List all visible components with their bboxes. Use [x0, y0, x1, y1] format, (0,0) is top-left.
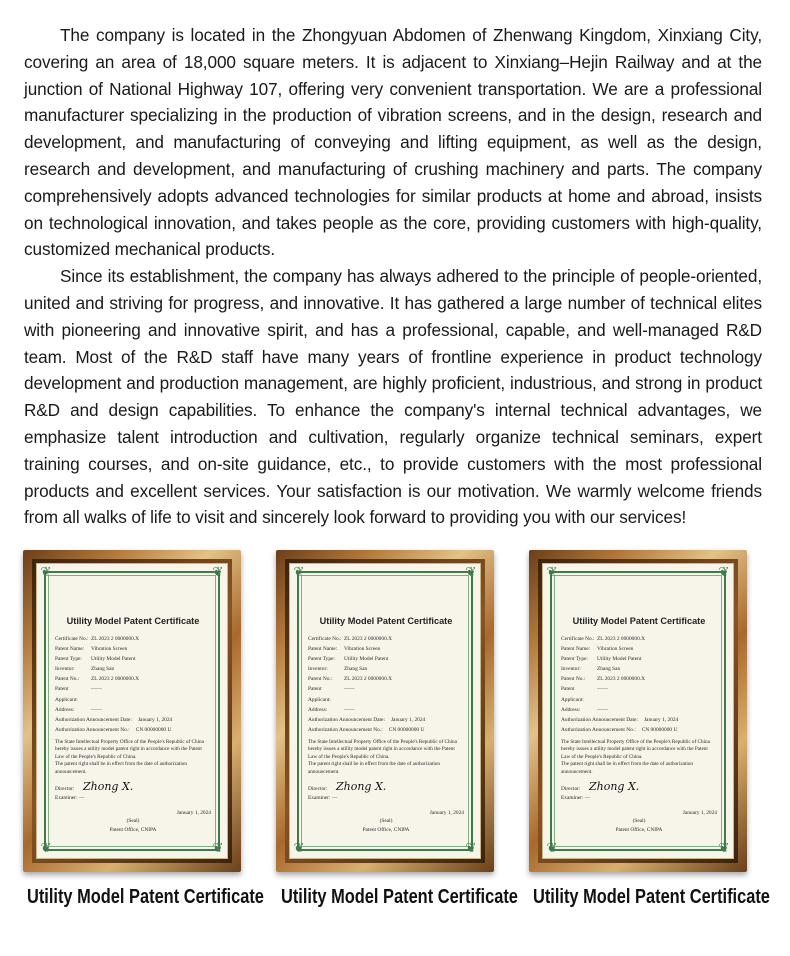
- announce-date-value: January 1, 2024: [390, 716, 426, 723]
- field-label: Patent Name:: [55, 646, 85, 653]
- certificate-frame-2: [276, 550, 494, 872]
- announce-no-label: Authorization Announcement No.:: [561, 726, 636, 733]
- certificate-field-row: [308, 664, 464, 674]
- director-label: Director:: [55, 785, 75, 792]
- field-label: Address:: [561, 706, 581, 713]
- certificate-frame-1: [23, 550, 241, 872]
- certificate-field-row: [308, 684, 464, 704]
- announce-date-value: January 1, 2024: [643, 716, 679, 723]
- field-label: Inventor:: [308, 666, 328, 673]
- field-label: Patent Applicant:: [55, 686, 78, 703]
- field-value: ZL 2023 2 0000000.X: [344, 636, 393, 642]
- seal-text: (Seal): [632, 818, 646, 825]
- seal-text: (Seal): [379, 818, 393, 825]
- field-label: Inventor:: [55, 666, 75, 673]
- certificate-statement: The State Intellectual Property Office of the People's Republic of China hereby issues a utility model patent right in accordance with the Patent Law of the People's Republic of China.: [55, 738, 204, 760]
- field-label: Patent Name:: [308, 646, 338, 653]
- announce-no-value: CN 00000000 U: [641, 726, 678, 733]
- intro-paragraph-2: Since its establishment, the company has always adhered to the principle of people-oriented, united and striving for progress, and innovative. It has gathered a large number of technical elites with pioneering and innovative spirit, and has a professional, capable, and well-managed R&D team. Most of the R&D staff have many years of frontline experience in product technology development and production management, are highly proficient, industrious, and strong in product R&D and design capabilities. To enhance the company's internal technical advantages, we emphasize talent introduction and cultivation, regularly organize technical seminars, expert training courses, and on-site guidance, etc., to provide customers with the most professional products and excellent services. Your satisfaction is our motivation. We warmly welcome friends from all walks of life to visit and sincerely look forward to providing you with our services!: [24, 266, 762, 528]
- issuing-office: Patent Office, CNIPA: [109, 826, 157, 833]
- issuing-office: Patent Office, CNIPA: [362, 826, 410, 833]
- field-value: ——: [91, 706, 102, 713]
- certificate-field-row: [308, 705, 464, 715]
- corner-ornament-icon: ❦: [718, 841, 730, 856]
- certificate-fields: [308, 634, 464, 715]
- field-label: Patent No.:: [561, 676, 586, 683]
- field-value: Utility Model Patent: [91, 656, 136, 663]
- field-value: ZL 2023 2 0000000.X: [597, 676, 646, 683]
- corner-ornament-icon: ❦: [293, 841, 305, 856]
- examiner-value: —: [78, 794, 85, 801]
- certificate-caption-1: Utility Model Patent Certificate: [27, 886, 264, 908]
- corner-ornament-icon: ❦: [546, 565, 558, 580]
- field-label: Patent Type:: [308, 656, 335, 663]
- certificate-field-row: [55, 634, 211, 644]
- field-value: ZL 2023 2 0000000.X: [344, 676, 393, 683]
- certificate-field-row: [55, 684, 211, 704]
- field-label: Patent No.:: [308, 676, 333, 683]
- director-label: Director:: [308, 785, 328, 792]
- field-label: Address:: [308, 706, 328, 713]
- announce-date-label: Authorization Announcement Date:: [308, 716, 385, 723]
- corner-ornament-icon: ❦: [212, 841, 224, 856]
- field-label: Address:: [55, 706, 75, 713]
- examiner-label: Examiner:: [308, 794, 331, 801]
- certificate-caption-2: Utility Model Patent Certificate: [281, 886, 518, 908]
- field-value: Vibration Screen: [344, 646, 381, 653]
- examiner-value: —: [331, 794, 338, 801]
- field-label: Patent Type:: [561, 656, 588, 663]
- certificate-title: Utility Model Patent Certificate: [319, 616, 453, 626]
- certificate-title: Utility Model Patent Certificate: [66, 616, 200, 626]
- certificate-body: [561, 616, 717, 838]
- announce-date-row: [561, 715, 717, 725]
- field-value: ——: [597, 706, 608, 713]
- field-value: Utility Model Patent: [344, 656, 389, 663]
- certificate-field-row: [308, 654, 464, 664]
- issue-info: [55, 809, 211, 834]
- field-value: Vibration Screen: [597, 646, 634, 653]
- corner-ornament-icon: ❦: [465, 565, 477, 580]
- certificate-field-row: [55, 705, 211, 715]
- certificate-field-row: [308, 674, 464, 684]
- field-label: Certificate No.:: [55, 636, 89, 642]
- issue-info: [308, 809, 464, 834]
- certificate-field-row: [561, 634, 717, 644]
- announce-date-label: Authorization Announcement Date:: [55, 716, 132, 723]
- issue-date: January 1, 2024: [682, 809, 717, 816]
- certificate-field-row: [561, 674, 717, 684]
- announce-no-row: [308, 725, 464, 735]
- announce-no-value: CN 00000000 U: [135, 726, 172, 733]
- issue-info: [561, 809, 717, 834]
- announce-date-row: [55, 715, 211, 725]
- certificate-statement: The State Intellectual Property Office of the People's Republic of China hereby issues a utility model patent right in accordance with the Patent Law of the People's Republic of China.: [308, 738, 457, 760]
- signature-block: [561, 779, 717, 803]
- certificate-body: [308, 616, 464, 838]
- signature-block: [308, 779, 464, 803]
- corner-ornament-icon: ❦: [40, 565, 52, 580]
- field-label: Inventor:: [561, 666, 581, 673]
- certificate-effect-statement: The patent right shall be in effect from the date of authorization announcement.: [308, 761, 440, 775]
- certificate-field-row: [561, 654, 717, 664]
- announce-date-label: Authorization Announcement Date:: [561, 716, 638, 723]
- announce-no-row: [55, 725, 211, 735]
- certificate-statement: The State Intellectual Property Office of the People's Republic of China hereby issues a utility model patent right in accordance with the Patent Law of the People's Republic of China.: [561, 738, 710, 760]
- field-value: ZL 2023 2 0000000.X: [91, 636, 140, 642]
- certificate-effect-statement: The patent right shall be in effect from the date of authorization announcement.: [55, 761, 187, 775]
- director-signature: Zhong X.: [589, 779, 640, 793]
- issue-date: January 1, 2024: [176, 809, 211, 816]
- corner-ornament-icon: ❦: [546, 841, 558, 856]
- announce-date-value: January 1, 2024: [137, 716, 173, 723]
- certificate-fields: [561, 634, 717, 715]
- certificate-field-row: [55, 664, 211, 674]
- certificate-paper: [289, 563, 481, 859]
- field-label: Certificate No.:: [561, 636, 595, 642]
- field-value: Utility Model Patent: [597, 656, 642, 663]
- examiner-row: [55, 794, 211, 803]
- field-value: Zhang San: [344, 666, 368, 673]
- certificate-title: Utility Model Patent Certificate: [572, 616, 706, 626]
- certificate-field-row: [55, 674, 211, 684]
- certificate-field-row: [55, 644, 211, 654]
- field-label: Patent Type:: [55, 656, 82, 663]
- field-value: ZL 2023 2 0000000.X: [91, 676, 140, 683]
- director-signature: Zhong X.: [83, 779, 134, 793]
- certificate-paper: [542, 563, 734, 859]
- certificate-field-row: [308, 644, 464, 654]
- certificate-field-row: [561, 705, 717, 715]
- field-value: ——: [91, 686, 102, 693]
- signature-block: [55, 779, 211, 803]
- examiner-label: Examiner:: [561, 794, 584, 801]
- certificate-frame-3: [529, 550, 747, 872]
- corner-ornament-icon: ❦: [718, 565, 730, 580]
- field-value: ——: [344, 706, 355, 713]
- announce-no-row: [561, 725, 717, 735]
- field-value: Zhang San: [91, 666, 115, 673]
- certificate-effect-statement: The patent right shall be in effect from the date of authorization announcement.: [561, 761, 693, 775]
- certificate-field-row: [55, 654, 211, 664]
- issuing-office: Patent Office, CNIPA: [615, 826, 663, 833]
- field-value: Zhang San: [597, 666, 621, 673]
- field-value: Vibration Screen: [91, 646, 128, 653]
- field-label: Certificate No.:: [308, 636, 342, 642]
- field-label: Patent Name:: [561, 646, 591, 653]
- examiner-label: Examiner:: [55, 794, 78, 801]
- corner-ornament-icon: ❦: [40, 841, 52, 856]
- field-label: Patent Applicant:: [561, 686, 584, 703]
- issue-date: January 1, 2024: [429, 809, 464, 816]
- company-introduction: [24, 22, 762, 531]
- corner-ornament-icon: ❦: [293, 565, 305, 580]
- announce-no-label: Authorization Announcement No.:: [308, 726, 383, 733]
- director-signature: Zhong X.: [336, 779, 387, 793]
- announce-no-label: Authorization Announcement No.:: [55, 726, 130, 733]
- seal-text: (Seal): [126, 818, 140, 825]
- field-label: Patent Applicant:: [308, 686, 331, 703]
- corner-ornament-icon: ❦: [465, 841, 477, 856]
- examiner-row: [308, 794, 464, 803]
- corner-ornament-icon: ❦: [212, 565, 224, 580]
- certificate-caption-3: Utility Model Patent Certificate: [533, 886, 770, 908]
- examiner-value: —: [584, 794, 591, 801]
- announce-no-value: CN 00000000 U: [388, 726, 425, 733]
- field-value: ZL 2023 2 0000000.X: [597, 636, 646, 642]
- field-label: Patent No.:: [55, 676, 80, 683]
- certificate-field-row: [561, 684, 717, 704]
- certificate-field-row: [561, 664, 717, 674]
- certificate-field-row: [308, 634, 464, 644]
- director-label: Director:: [561, 785, 581, 792]
- field-value: ——: [344, 686, 355, 693]
- certificate-paper: [36, 563, 228, 859]
- intro-paragraph-1: The company is located in the Zhongyuan Abdomen of Zhenwang Kingdom, Xinxiang City, covering an area of 18,000 square meters. It is adjacent to Xinxiang–Hejin Railway and at the junction of National Highway 107, offering very convenient transportation. We are a professional manufacturer specializing in the production of vibration screens, and in the design, research and development, and manufacturing of conveying and lifting equipment, as well as the design, research and development, and manufacturing of crushing machinery and parts. The company comprehensively adopts advanced technologies for similar products at home and abroad, insists on technological innovation, and takes people as the core, providing customers with high-quality, customized mechanical products.: [24, 25, 762, 260]
- certificate-field-row: [561, 644, 717, 654]
- field-value: ——: [597, 686, 608, 693]
- examiner-row: [561, 794, 717, 803]
- announce-date-row: [308, 715, 464, 725]
- certificate-body: [55, 616, 211, 838]
- certificate-fields: [55, 634, 211, 715]
